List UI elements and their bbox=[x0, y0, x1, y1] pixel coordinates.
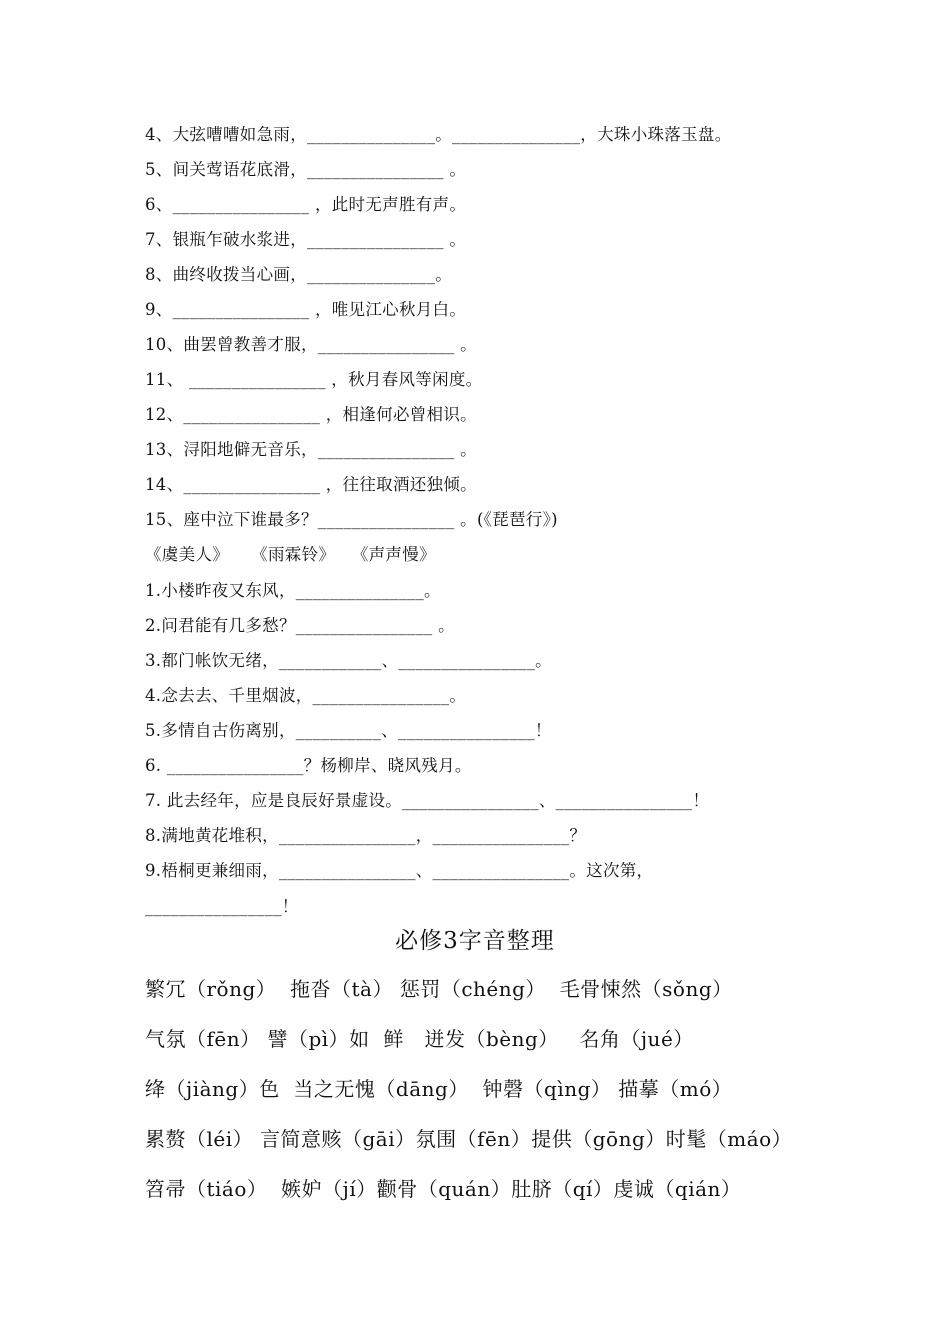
pipa-line-14: 14、________________ ，往往取酒还独倾。 bbox=[145, 475, 477, 494]
pipa-line-15: 15、座中泣下谁最多？________________ 。(《琵琶行》) bbox=[145, 510, 558, 529]
ci-line-9: 9.梧桐更兼细雨，________________、________________。这次第， bbox=[145, 861, 654, 880]
vocab-line-3: 绛（jiàng）色 当之无愧（dāng） 钟磬（qìng） 描摹（mó） bbox=[145, 1077, 733, 1101]
vocab-line-1: 繁冗（rǒng） 拖沓（tà） 惩罚（chéng） 毛骨悚然（sǒng） bbox=[145, 977, 733, 1001]
pipa-line-10: 10、曲罢曾教善才服，________________ 。 bbox=[145, 335, 477, 354]
ci-line-1: 1.小楼昨夜又东风，_______________。 bbox=[145, 581, 441, 600]
ci-line-2: 2.问君能有几多愁？________________ 。 bbox=[145, 616, 455, 635]
pipa-line-7: 7、银瓶乍破水浆进，________________ 。 bbox=[145, 230, 467, 249]
pipa-line-4: 4、大弦嘈嘈如急雨，_______________。_______________，大珠小珠落玉盘。 bbox=[145, 125, 732, 144]
ci-line-9-continued: ________________！ bbox=[145, 897, 299, 916]
ci-titles: 《虞美人》 《雨霖铃》 《声声慢》 bbox=[145, 545, 436, 564]
pipa-line-6: 6、________________ ，此时无声胜有声。 bbox=[145, 195, 467, 214]
ci-line-3: 3.都门帐饮无绪，____________、________________。 bbox=[145, 651, 552, 670]
pipa-line-11: 11、 ________________ ，秋月春风等闲度。 bbox=[145, 370, 483, 389]
ci-line-7: 7. 此去经年，应是良辰好景虚设。________________、________________！ bbox=[145, 791, 710, 810]
vocab-line-4: 累赘（léi） 言简意赅（gāi）氛围（fēn）提供（gōng）时髦（máo） bbox=[145, 1127, 793, 1151]
pipa-line-5: 5、间关莺语花底滑，________________ 。 bbox=[145, 160, 467, 179]
vocab-line-5: 笤帚（tiáo） 嫉妒（jí）颧骨（quán）肚脐（qí）虔诚（qián） bbox=[145, 1177, 742, 1201]
pipa-line-12: 12、________________ ，相逢何必曾相识。 bbox=[145, 405, 477, 424]
pipa-line-9: 9、________________ ，唯见江心秋月白。 bbox=[145, 300, 467, 319]
ci-line-8: 8.满地黄花堆积，________________，________________？ bbox=[145, 826, 587, 845]
pipa-line-13: 13、浔阳地僻无音乐，________________ 。 bbox=[145, 440, 477, 459]
section-heading: 必修3字音整理 bbox=[395, 928, 555, 954]
ci-line-6: 6. ________________？杨柳岸、晓风残月。 bbox=[145, 756, 472, 775]
ci-line-5: 5.多情自古伤离别，__________、________________！ bbox=[145, 721, 552, 740]
ci-line-4: 4.念去去、千里烟波，________________。 bbox=[145, 686, 467, 705]
vocab-line-2: 气氛（fēn） 譬（pì）如 鲜 迸发（bèng） 名角（jué） bbox=[145, 1027, 694, 1051]
pipa-line-8: 8、曲终收拨当心画，_______________。 bbox=[145, 265, 453, 284]
